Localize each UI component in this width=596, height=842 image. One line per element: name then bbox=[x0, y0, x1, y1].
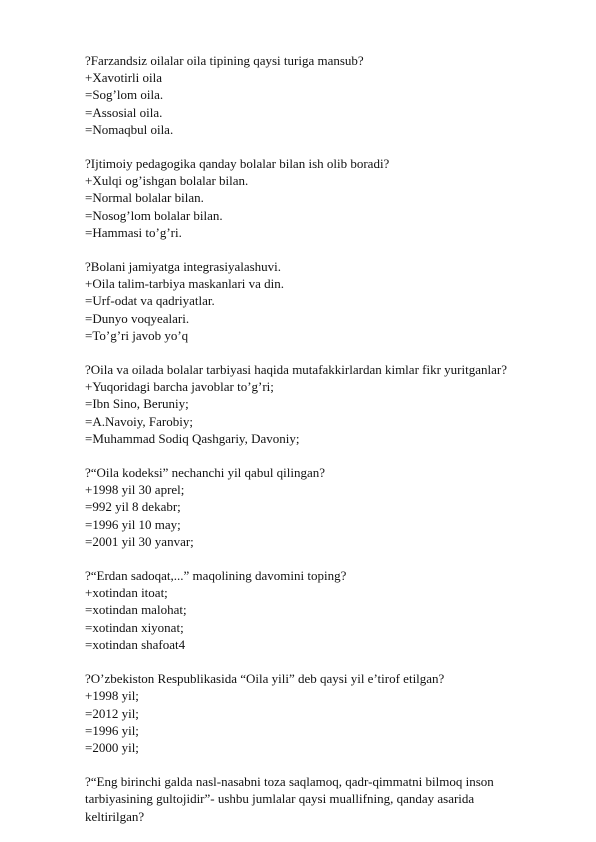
answer-option: =To’g’ri javob yo’q bbox=[85, 327, 189, 343]
answer-option: +1998 yil; bbox=[85, 688, 139, 704]
question-block bbox=[85, 567, 555, 653]
answer-option: +Xulqi og’ishgan bolalar bilan. bbox=[85, 173, 249, 189]
question-block bbox=[85, 670, 555, 756]
answer-option: +Xavotirli oila bbox=[85, 70, 163, 86]
answer-option: +xotindan itoat; bbox=[85, 585, 168, 601]
answer-option: =A.Navoiy, Farobiy; bbox=[85, 413, 193, 429]
question-block bbox=[85, 361, 555, 447]
question-text: ?Bolani jamiyatga integrasiyalashuvi. bbox=[85, 259, 282, 275]
answer-option: =1996 yil 10 may; bbox=[85, 516, 181, 532]
answer-option: +1998 yil 30 aprel; bbox=[85, 482, 185, 498]
answer-option: =992 yil 8 dekabr; bbox=[85, 499, 181, 515]
question-block bbox=[85, 52, 555, 138]
answer-option: =Urf-odat va qadriyatlar. bbox=[85, 293, 215, 309]
answer-option: =Sog’lom oila. bbox=[85, 87, 164, 103]
answer-option: =xotindan malohat; bbox=[85, 602, 187, 618]
answer-option: =2001 yil 30 yanvar; bbox=[85, 533, 194, 549]
question-text: ?“Erdan sadoqat,...” maqolining davomini toping? bbox=[85, 568, 347, 584]
answer-option: =Nosog’lom bolalar bilan. bbox=[85, 207, 223, 223]
question-block bbox=[85, 258, 555, 344]
question-text-line: keltirilgan? bbox=[85, 808, 145, 824]
answer-option: =Dunyo voqyealari. bbox=[85, 310, 190, 326]
answer-option: =1996 yil; bbox=[85, 722, 139, 738]
document-body bbox=[85, 52, 555, 842]
question-block bbox=[85, 155, 555, 241]
question-text: ?Ijtimoiy pedagogika qanday bolalar bilan ish olib boradi? bbox=[85, 156, 390, 172]
answer-option: =xotindan xiyonat; bbox=[85, 619, 184, 635]
question-text-line: tarbiyasining gultojidir”- ushbu jumlalar qaysi muallifning, qanday asarida bbox=[85, 791, 475, 807]
answer-option: =Hammasi to’g’ri. bbox=[85, 224, 182, 240]
answer-option: =Normal bolalar bilan. bbox=[85, 190, 204, 206]
answer-option: =Assosial oila. bbox=[85, 104, 163, 120]
answer-option: =Ibn Sino, Beruniy; bbox=[85, 396, 189, 412]
answer-option: =xotindan shafoat4 bbox=[85, 636, 186, 652]
final-question-block bbox=[85, 773, 555, 825]
answer-option: =Muhammad Sodiq Qashgariy, Davoniy; bbox=[85, 430, 300, 446]
question-text-line: ?“Eng birinchi galda nasl-nasabni toza saqlamoq, qadr-qimmatni bilmoq inson bbox=[85, 774, 494, 790]
question-text: ?“Oila kodeksi” nechanchi yil qabul qilingan? bbox=[85, 465, 326, 481]
answer-option: =2000 yil; bbox=[85, 739, 139, 755]
question-text: ?Farzandsiz oilalar oila tipining qaysi turiga mansub? bbox=[85, 53, 364, 68]
answer-option: +Yuqoridagi barcha javoblar to’g’ri; bbox=[85, 379, 274, 395]
answer-option: +Oila talim-tarbiya maskanlari va din. bbox=[85, 276, 285, 292]
question-text: ?O’zbekiston Respublikasida “Oila yili” deb qaysi yil e’tirof etilgan? bbox=[85, 671, 445, 687]
answer-option: =Nomaqbul oila. bbox=[85, 121, 174, 137]
question-text: ?Oila va oilada bolalar tarbiyasi haqida mutafakkirlardan kimlar fikr yuritganlar? bbox=[85, 362, 507, 378]
answer-option: =2012 yil; bbox=[85, 705, 139, 721]
question-block bbox=[85, 464, 555, 550]
